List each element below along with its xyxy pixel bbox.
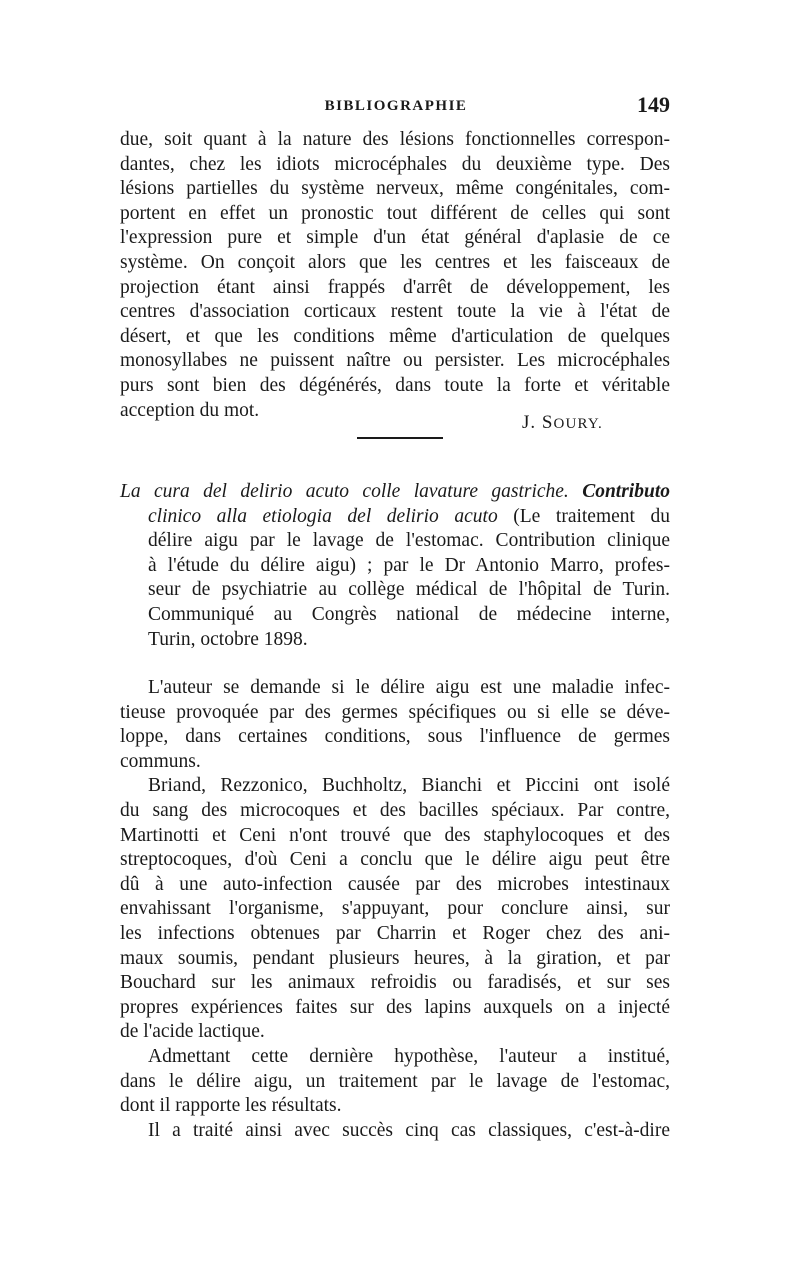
text-line: loppe, dans certaines conditions, sous l'influence de germes [120,726,670,748]
text-line: Admettant cette dernière hypothèse, l'auteur a institué, [148,1045,670,1067]
citation-translation: (Le traitement du [513,505,671,527]
author-signature [522,412,603,434]
citation-line [120,505,670,530]
review-paragraph [120,1119,670,1144]
text-line: du sang des microcoques et des bacilles spéciaux. Par contre, [120,799,670,821]
text-line: dantes, chez les idiots microcéphales du deuxième type. Des [120,153,670,175]
review-paragraph [120,774,670,1045]
text-line: dû à une auto-infection causée par des microbes intestinaux [120,873,670,895]
citation-title: La cura del delirio acuto colle lavature gastriche. [120,481,569,502]
signature-surname: OURY. [553,416,603,432]
text-line: propres expériences faites sur des lapins auxquels on a injecté [120,996,670,1018]
citation-line: seur de psychiatrie au collège médical de l'hôpital de Turin. [148,579,670,601]
citation-title-bold: Contributo [582,481,670,502]
citation-line: à l'étude du délire aigu) ; par le Dr Antonio Marro, profes- [148,554,670,576]
citation-line: Turin, octobre 1898. [148,628,308,650]
signature-initial: J. S [522,412,554,433]
text-line: communs. [120,750,201,772]
text-line: Bouchard sur les animaux refroidis ou faradisés, et sur ses [120,972,670,994]
bibliographic-citation [120,480,670,652]
text-line: dont il rapporte les résultats. [120,1095,342,1117]
review-paragraph [120,1045,670,1119]
text-line: dans le délire aigu, un traitement par le lavage de l'estomac, [120,1070,670,1092]
text-line: les infections obtenues par Charrin et Roger chez des ani- [120,922,670,944]
text-line: Il a traité ainsi avec succès cinq cas classiques, c'est-à-dire [148,1119,670,1141]
continuation-paragraph [120,128,670,423]
text-line: portent en effet un pronostic tout différent de celles qui sont [120,202,670,224]
text-line: purs sont bien des dégénérés, dans toute la forte et véritable [120,374,670,396]
text-line: tieuse provoquée par des germes spécifiques ou si elle se déve- [120,701,670,723]
text-line: Martinotti et Ceni n'ont trouvé que des staphylocoques et des [120,824,670,846]
section-divider [357,437,443,439]
text-line: système. On conçoit alors que les centres et les faisceaux de [120,251,670,273]
text-line: désert, et que les conditions même d'articulation de quelques [120,325,670,347]
text-line: lésions partielles du système nerveux, même congénitales, com- [120,178,670,200]
text-line: due, soit quant à la nature des lésions fonctionnelles correspon- [120,129,670,150]
citation-line [120,480,670,505]
text-line: monosyllabes ne puissent naître ou persister. Les microcéphales [120,350,670,372]
review-paragraph [120,676,670,774]
page-header [122,92,670,122]
text-line: de l'acide lactique. [120,1021,265,1043]
text-line: l'expression pure et simple d'un état général d'aplasie de ce [120,227,670,249]
text-line: projection étant ainsi frappés d'arrêt de développement, les [120,276,670,298]
citation-title-cont: clinico alla etiologia del delirio acuto [148,505,498,527]
text-line: streptocoques, d'où Ceni a conclu que le délire aigu peut être [120,849,670,871]
text-line: Briand, Rezzonico, Buchholtz, Bianchi et Piccini ont isolé [148,775,670,797]
citation-line: Communiqué au Congrès national de médecine interne, [148,603,670,625]
text-line: acception du mot. [120,399,260,421]
text-line: L'auteur se demande si le délire aigu est une maladie infec- [148,677,670,698]
review-body [120,676,670,1143]
page-number: 149 [637,92,670,117]
text-line: maux soumis, pendant plusieurs heures, à la giration, et par [120,947,670,969]
text-line: centres d'association corticaux restent toute la vie à l'état de [120,301,670,323]
citation-line: délire aigu par le lavage de l'estomac. Contribution clinique [148,530,670,552]
text-line: envahissant l'organisme, s'appuyant, pour conclure ainsi, sur [120,898,670,920]
running-head: BIBLIOGRAPHIE [324,98,468,114]
